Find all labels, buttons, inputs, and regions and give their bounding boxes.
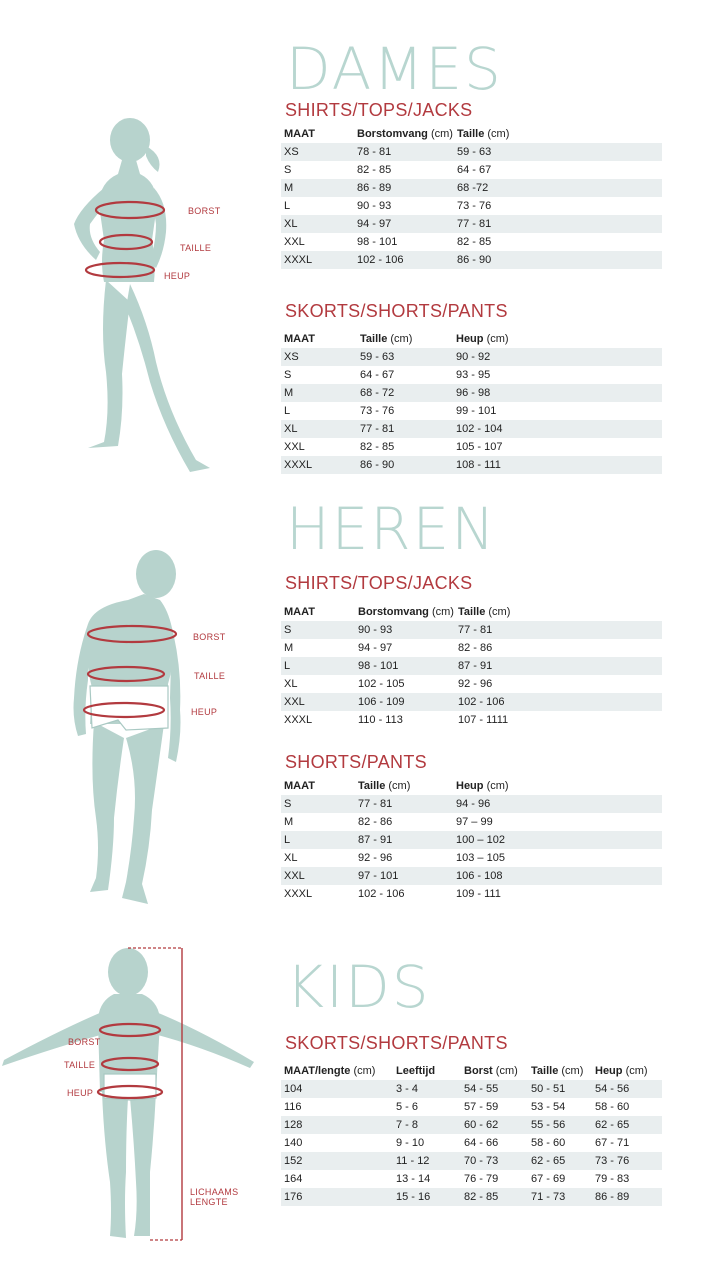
table-cell: 164 — [284, 1173, 303, 1185]
table-cell: 13 - 14 — [396, 1173, 431, 1185]
table-cell: XL — [284, 678, 298, 690]
column-header — [281, 777, 355, 795]
heren-bottoms-table — [281, 777, 662, 903]
column-header-unit: (cm) — [561, 1065, 584, 1077]
table-cell: XL — [284, 852, 298, 864]
column-header-unit: (cm) — [388, 780, 411, 792]
table-cell: S — [284, 369, 292, 381]
kids-title: KIDS — [286, 953, 431, 1021]
table-row — [281, 831, 662, 849]
table-cell: 99 - 101 — [456, 405, 497, 417]
column-header-name: Heup — [456, 780, 484, 792]
table-cell: XXXL — [281, 251, 354, 269]
table-cell: XXL — [284, 441, 305, 453]
table-cell: 62 - 65 — [528, 1152, 592, 1170]
table-cell: S — [284, 164, 292, 176]
column-header-name: Heup — [595, 1065, 623, 1077]
heren-title: HEREN — [286, 495, 497, 563]
table-cell: 64 - 67 — [360, 369, 395, 381]
table-cell: 57 - 59 — [464, 1101, 499, 1113]
table-cell: 53 - 54 — [531, 1101, 566, 1113]
column-header-unit: (cm) — [353, 1065, 376, 1077]
column-header-name: Taille — [458, 606, 486, 618]
table-cell: 98 - 101 — [357, 236, 398, 248]
table-cell: M — [284, 816, 294, 828]
dames-title: DAMES — [286, 35, 503, 103]
table-header-row — [281, 777, 662, 795]
table-cell: 73 - 76 — [360, 405, 395, 417]
table-row — [281, 1152, 662, 1170]
table-header-row — [281, 603, 662, 621]
table-cell: 86 - 90 — [357, 456, 453, 474]
table-cell: 92 - 96 — [458, 678, 493, 690]
table-row — [281, 197, 662, 215]
table-row — [281, 384, 662, 402]
table-cell: 97 – 99 — [456, 816, 493, 828]
table-cell: 100 – 102 — [453, 831, 662, 849]
table-cell: XXXL — [284, 714, 313, 726]
heren-label-taille: TAILLE — [194, 671, 226, 681]
column-header — [357, 330, 453, 348]
table-cell: 98 - 101 — [355, 657, 455, 675]
table-cell: 77 - 81 — [455, 621, 662, 639]
table-cell: 71 - 73 — [528, 1188, 592, 1206]
table-cell: XS — [281, 143, 354, 161]
table-cell: 73 - 76 — [457, 200, 492, 212]
table-cell: 59 - 63 — [357, 348, 453, 366]
column-header-name: Borst — [464, 1065, 493, 1077]
kids-label-lengte-line1: LICHAAMS — [190, 1187, 239, 1197]
heren-tops-table — [281, 603, 662, 729]
column-header — [354, 125, 454, 143]
column-header-unit: (cm) — [487, 128, 510, 140]
dames-label-heup: HEUP — [164, 271, 191, 281]
table-row — [281, 813, 662, 831]
table-row — [281, 693, 662, 711]
table-cell: 90 - 93 — [355, 621, 455, 639]
column-header-name: Heup — [456, 333, 484, 345]
table-cell: 50 - 51 — [528, 1080, 592, 1098]
table-row — [281, 657, 662, 675]
table-cell: 87 - 91 — [455, 657, 662, 675]
table-cell: 104 — [281, 1080, 393, 1098]
column-header-name: MAAT — [284, 333, 315, 345]
table-cell: L — [281, 657, 355, 675]
dames-label-taille: TAILLE — [180, 243, 212, 253]
table-cell: 67 - 69 — [531, 1173, 566, 1185]
table-cell: 64 - 67 — [457, 164, 492, 176]
dames-bottoms-table — [281, 330, 662, 474]
table-cell: 62 - 65 — [592, 1116, 662, 1134]
column-header-name: MAAT — [284, 780, 315, 792]
column-header — [281, 330, 357, 348]
table-cell: L — [284, 200, 291, 212]
table-cell: 15 - 16 — [393, 1188, 461, 1206]
column-header-name: MAAT — [284, 128, 315, 140]
table-cell: 64 - 66 — [464, 1137, 499, 1149]
table-row — [281, 795, 662, 813]
table-cell: 106 - 109 — [355, 693, 455, 711]
table-cell: 79 - 83 — [595, 1173, 630, 1185]
table-cell: 110 - 113 — [358, 714, 403, 726]
table-row — [281, 621, 662, 639]
column-header — [453, 330, 662, 348]
table-cell: XXL — [281, 693, 355, 711]
table-header-row — [281, 330, 662, 348]
table-cell: 140 — [284, 1137, 303, 1149]
table-cell: XXL — [281, 867, 355, 885]
table-row — [281, 179, 662, 197]
table-row — [281, 1080, 662, 1098]
woman-figure — [60, 112, 230, 482]
column-header — [592, 1062, 662, 1080]
table-cell: 86 - 89 — [592, 1188, 662, 1206]
table-row — [281, 348, 662, 366]
table-cell: 11 - 12 — [393, 1152, 461, 1170]
table-cell: XL — [281, 420, 357, 438]
table-row — [281, 867, 662, 885]
table-cell: 58 - 60 — [595, 1101, 630, 1113]
table-cell: 68 -72 — [454, 179, 662, 197]
column-header — [355, 777, 453, 795]
table-cell: 82 - 85 — [461, 1188, 528, 1206]
table-cell: 70 - 73 — [461, 1152, 528, 1170]
table-cell: 82 - 85 — [357, 164, 392, 176]
table-cell: S — [281, 621, 355, 639]
table-cell: 102 - 105 — [358, 678, 405, 690]
table-cell: 58 - 60 — [531, 1137, 566, 1149]
table-cell: 82 - 85 — [360, 441, 395, 453]
table-cell: 93 - 95 — [456, 369, 491, 381]
table-cell: 77 - 81 — [454, 215, 662, 233]
column-header — [453, 777, 662, 795]
table-cell: 90 - 93 — [357, 200, 392, 212]
table-cell: 152 — [281, 1152, 393, 1170]
kids-label-lengte-line2: LENGTE — [190, 1196, 228, 1207]
table-row — [281, 366, 662, 384]
table-cell: 67 - 71 — [595, 1137, 630, 1149]
table-row — [281, 456, 662, 474]
table-cell: L — [281, 831, 355, 849]
man-figure — [64, 548, 194, 912]
table-cell: 77 - 81 — [355, 795, 453, 813]
column-header — [281, 603, 355, 621]
column-header-name: Taille — [358, 780, 386, 792]
table-cell: 108 - 111 — [453, 456, 662, 474]
heren-label-heup: HEUP — [191, 707, 218, 717]
column-header — [281, 125, 354, 143]
table-cell: 105 - 107 — [456, 441, 503, 453]
dames-label-borst: BORST — [188, 206, 221, 216]
table-cell: 78 - 81 — [354, 143, 454, 161]
table-cell: 54 - 56 — [592, 1080, 662, 1098]
table-cell: 87 - 91 — [355, 831, 453, 849]
dames-bottoms-title: SKORTS/SHORTS/PANTS — [285, 301, 508, 321]
heren-label-borst: BORST — [193, 632, 226, 642]
table-row — [281, 1170, 662, 1188]
table-header-row — [281, 125, 662, 143]
table-cell: 59 - 63 — [454, 143, 662, 161]
kids-label-lengte — [190, 1188, 238, 1208]
table-cell: XXL — [284, 236, 305, 248]
table-cell: 73 - 76 — [592, 1152, 662, 1170]
table-row — [281, 1134, 662, 1152]
table-cell: 77 - 81 — [357, 420, 453, 438]
table-cell: 5 - 6 — [396, 1101, 419, 1113]
table-cell: 3 - 4 — [393, 1080, 461, 1098]
column-header — [455, 603, 662, 621]
table-row — [281, 161, 662, 179]
table-cell: 116 — [284, 1101, 302, 1113]
table-cell: 54 - 55 — [461, 1080, 528, 1098]
table-cell: S — [281, 795, 355, 813]
column-header-unit: (cm) — [488, 606, 511, 618]
table-row — [281, 639, 662, 657]
table-row — [281, 251, 662, 269]
table-cell: 94 - 97 — [354, 215, 454, 233]
table-cell: 92 - 96 — [358, 852, 393, 864]
heren-bottoms-title: SHORTS/PANTS — [285, 752, 427, 772]
table-row — [281, 233, 662, 251]
table-cell: 102 - 106 — [455, 693, 662, 711]
table-cell: 96 - 98 — [453, 384, 662, 402]
kids-label-taille: TAILLE — [64, 1060, 96, 1070]
table-cell: L — [284, 405, 291, 417]
table-cell: 82 - 86 — [458, 642, 493, 654]
table-cell: 82 - 85 — [457, 236, 492, 248]
table-cell: M — [281, 179, 354, 197]
table-cell: 86 - 89 — [354, 179, 454, 197]
column-header — [355, 603, 455, 621]
table-cell: 128 — [281, 1116, 393, 1134]
table-row — [281, 1098, 662, 1116]
table-cell: 102 - 106 — [358, 888, 405, 900]
column-header-name: Leeftijd — [396, 1065, 436, 1077]
table-cell: XL — [281, 215, 354, 233]
table-cell: M — [281, 384, 357, 402]
column-header-unit: (cm) — [486, 333, 509, 345]
table-cell: 90 - 92 — [453, 348, 662, 366]
column-header — [461, 1062, 528, 1080]
table-cell: 68 - 72 — [357, 384, 453, 402]
dames-tops-title: SHIRTS/TOPS/JACKS — [285, 100, 473, 120]
table-cell: 102 - 104 — [453, 420, 662, 438]
table-row — [281, 215, 662, 233]
column-header-name: MAAT/lengte — [284, 1065, 351, 1077]
column-header-unit: (cm) — [495, 1065, 518, 1077]
table-row — [281, 711, 662, 729]
column-header — [528, 1062, 592, 1080]
column-header — [454, 125, 662, 143]
table-cell: 55 - 56 — [528, 1116, 592, 1134]
table-cell: 102 - 106 — [354, 251, 454, 269]
column-header — [393, 1062, 461, 1080]
table-cell: 7 - 8 — [393, 1116, 461, 1134]
column-header-name: Taille — [531, 1065, 559, 1077]
kids-label-borst: BORST — [68, 1037, 101, 1047]
table-cell: 94 - 96 — [453, 795, 662, 813]
column-header-name: Borstomvang — [357, 128, 428, 140]
table-cell: 97 - 101 — [355, 867, 453, 885]
table-row — [281, 420, 662, 438]
table-cell: 94 - 97 — [358, 642, 393, 654]
table-row — [281, 675, 662, 693]
table-cell: XS — [281, 348, 357, 366]
table-cell: XXXL — [281, 456, 357, 474]
kids-table — [281, 1062, 662, 1206]
column-header-unit: (cm) — [431, 606, 454, 618]
dames-tops-table — [281, 125, 662, 269]
table-cell: 9 - 10 — [396, 1137, 425, 1149]
table-cell: 109 - 111 — [456, 888, 501, 900]
column-header-unit: (cm) — [486, 780, 509, 792]
table-cell: 107 - 1111 — [458, 714, 509, 726]
table-cell: 86 - 90 — [454, 251, 662, 269]
column-header-name: Taille — [457, 128, 485, 140]
column-header-name: Taille — [360, 333, 388, 345]
table-row — [281, 1116, 662, 1134]
table-cell: 76 - 79 — [464, 1173, 499, 1185]
table-row — [281, 885, 662, 903]
table-header-row — [281, 1062, 662, 1080]
table-cell: 103 – 105 — [456, 852, 505, 864]
table-row — [281, 1188, 662, 1206]
table-row — [281, 143, 662, 161]
column-header-name: MAAT — [284, 606, 315, 618]
column-header-name: Borstomvang — [358, 606, 429, 618]
column-header-unit: (cm) — [430, 128, 453, 140]
heren-tops-title: SHIRTS/TOPS/JACKS — [285, 573, 473, 593]
table-cell: 60 - 62 — [461, 1116, 528, 1134]
kids-label-heup: HEUP — [67, 1088, 94, 1098]
table-cell: 82 - 86 — [358, 816, 393, 828]
table-row — [281, 849, 662, 867]
kids-bottoms-title: SKORTS/SHORTS/PANTS — [285, 1033, 508, 1053]
table-cell: 176 — [281, 1188, 393, 1206]
table-cell: XXXL — [284, 888, 313, 900]
table-cell: M — [284, 642, 294, 654]
column-header-unit: (cm) — [390, 333, 413, 345]
table-cell: 106 - 108 — [453, 867, 662, 885]
table-row — [281, 402, 662, 420]
table-row — [281, 438, 662, 456]
column-header-unit: (cm) — [625, 1065, 648, 1077]
column-header — [281, 1062, 393, 1080]
